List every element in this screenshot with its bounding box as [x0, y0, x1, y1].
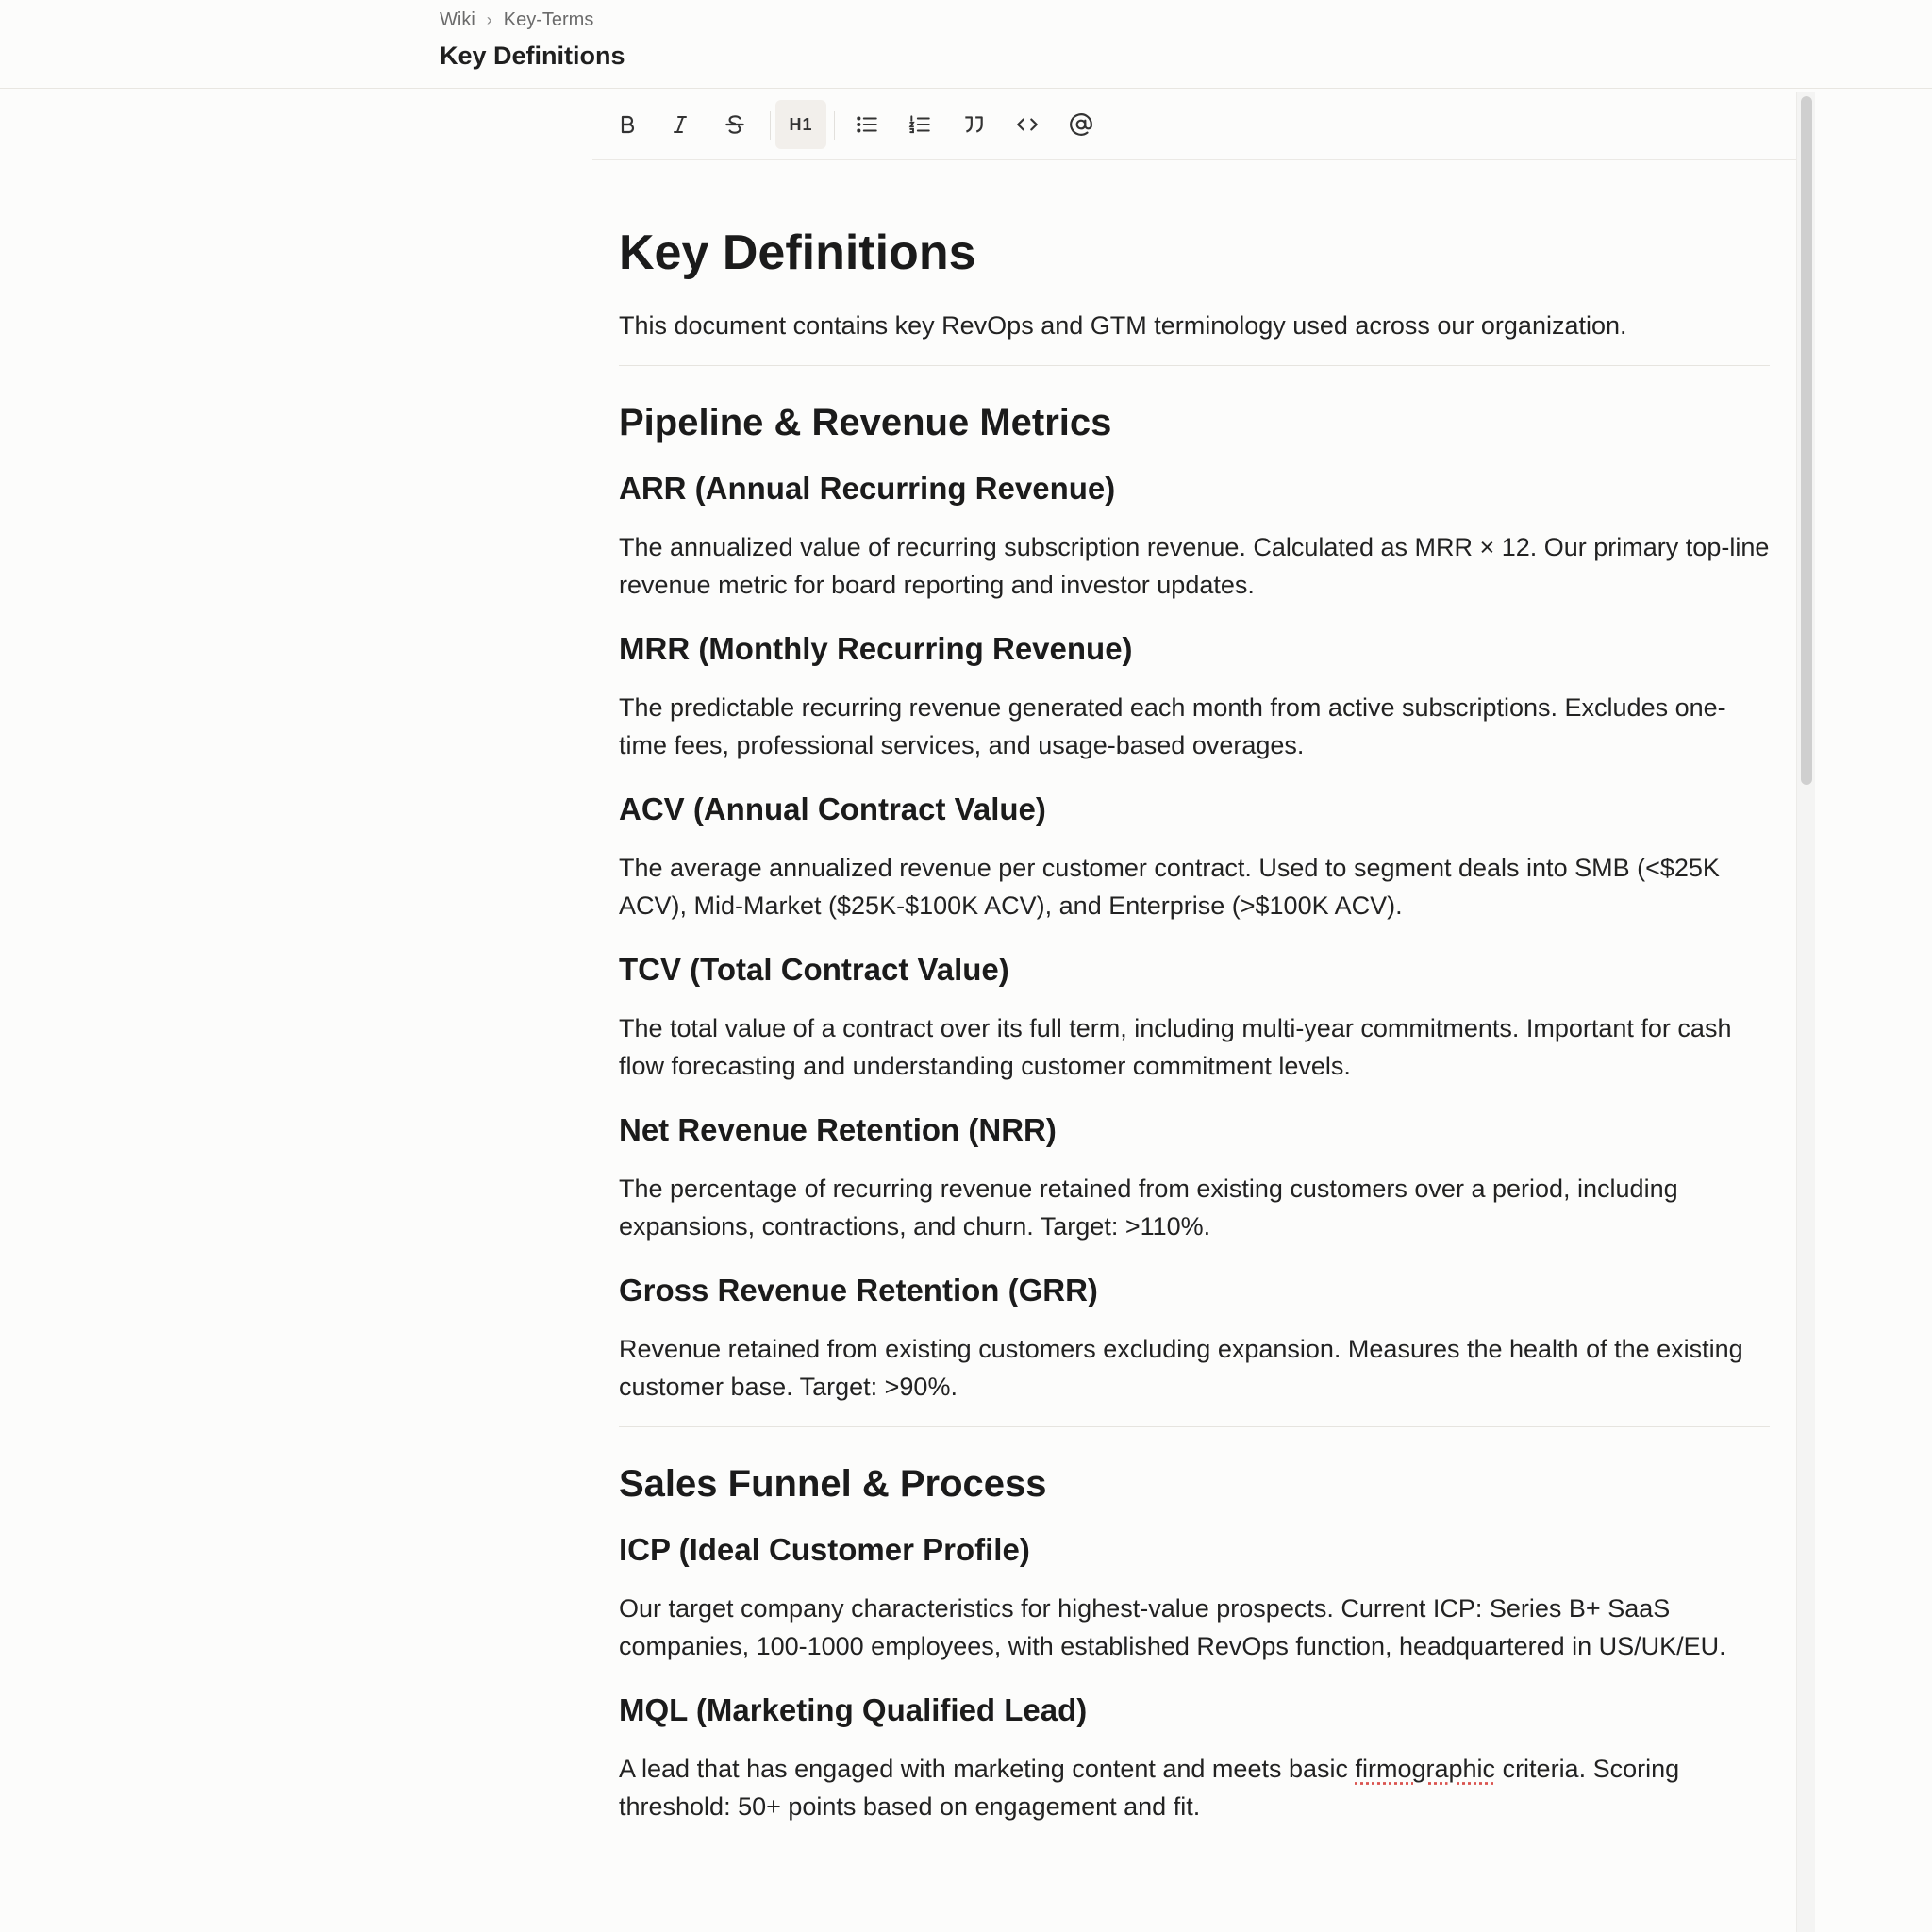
numbered-list-button[interactable]: [894, 100, 945, 149]
bold-icon: [616, 113, 639, 136]
term-heading-tcv[interactable]: TCV (Total Contract Value): [619, 952, 1009, 987]
toolbar-divider: [834, 111, 835, 140]
term-definition-mql[interactable]: [619, 1750, 1770, 1825]
term-heading-icp[interactable]: ICP (Ideal Customer Profile): [619, 1532, 1030, 1567]
document-title[interactable]: Key Definitions: [619, 225, 976, 280]
term-heading-grr[interactable]: Gross Revenue Retention (GRR): [619, 1273, 1098, 1307]
chevron-right-icon: ›: [486, 10, 492, 29]
section-divider: [619, 1426, 1770, 1427]
code-button[interactable]: [1002, 100, 1053, 149]
page-title: Key Definitions: [440, 42, 625, 70]
bullet-list-button[interactable]: [841, 100, 892, 149]
term-definition-icp[interactable]: Our target company characteristics for highest-value prospects. Current ICP: Series B+ SaaS companies, 100-1000 employees, with established RevOps function, headquartered in US/UK/EU.: [619, 1594, 1726, 1660]
term-heading-acv[interactable]: ACV (Annual Contract Value): [619, 791, 1046, 826]
term-heading-arr[interactable]: ARR (Annual Recurring Revenue): [619, 471, 1116, 506]
section-heading-pipeline[interactable]: Pipeline & Revenue Metrics: [619, 402, 1112, 443]
scrollbar-track[interactable]: [1796, 92, 1815, 1932]
document-content[interactable]: [619, 220, 1770, 1825]
italic-icon: [669, 113, 691, 136]
strikethrough-button[interactable]: [709, 100, 760, 149]
quote-icon: [961, 112, 986, 137]
editor: [592, 92, 1796, 1932]
term-heading-mrr[interactable]: MRR (Monthly Recurring Revenue): [619, 631, 1133, 666]
toolbar-divider: [770, 111, 771, 140]
intro-paragraph[interactable]: This document contains key RevOps and GTM terminology used across our organization.: [619, 311, 1627, 340]
mention-icon: [1069, 112, 1093, 137]
strikethrough-icon: [723, 112, 747, 137]
term-definition-grr[interactable]: Revenue retained from existing customers excluding expansion. Measures the health of the existing customer base. Target: >90%.: [619, 1335, 1743, 1401]
numbered-list-icon: [908, 112, 932, 137]
breadcrumb-key-terms[interactable]: Key-Terms: [503, 9, 594, 30]
heading-icon: H1: [789, 114, 813, 134]
formatting-toolbar: [592, 92, 1796, 160]
term-heading-mql[interactable]: MQL (Marketing Qualified Lead): [619, 1692, 1088, 1727]
italic-button[interactable]: [655, 100, 706, 149]
scrollbar-thumb[interactable]: [1801, 96, 1812, 785]
quote-button[interactable]: [948, 100, 999, 149]
term-definition-tcv[interactable]: The total value of a contract over its full term, including multi-year commitments. Important for cash flow forecasting and understanding customer commitment levels.: [619, 1014, 1732, 1080]
bold-button[interactable]: [602, 100, 653, 149]
term-definition-arr[interactable]: The annualized value of recurring subscription revenue. Calculated as MRR × 12. Our primary top-line revenue metric for board reporting and investor updates.: [619, 533, 1770, 599]
definition-text: A lead that has engaged with marketing content and meets basic: [619, 1755, 1356, 1783]
top-bar: [0, 0, 1932, 89]
term-heading-nrr[interactable]: Net Revenue Retention (NRR): [619, 1112, 1057, 1147]
breadcrumb: [440, 9, 593, 31]
section-heading-sales-funnel[interactable]: Sales Funnel & Process: [619, 1463, 1047, 1505]
spellcheck-flagged-word[interactable]: firmographic: [1355, 1755, 1496, 1783]
heading-button[interactable]: [775, 100, 826, 149]
bullet-list-icon: [855, 112, 879, 137]
code-icon: [1015, 112, 1040, 137]
term-definition-mrr[interactable]: The predictable recurring revenue generated each month from active subscriptions. Excludes one-time fees, professional services, and usage-based overages.: [619, 693, 1726, 759]
breadcrumb-wiki[interactable]: Wiki: [440, 9, 475, 30]
term-definition-acv[interactable]: The average annualized revenue per customer contract. Used to segment deals into SMB (<$25K ACV), Mid-Market ($25K-$100K ACV), and Enterprise (>$100K ACV).: [619, 854, 1720, 920]
mention-button[interactable]: [1056, 100, 1107, 149]
definition-text: criteria. Scoring threshold: 50+ points based on engagement and fit.: [619, 1755, 1680, 1821]
section-divider: [619, 365, 1770, 366]
term-definition-nrr[interactable]: The percentage of recurring revenue retained from existing customers over a period, including expansions, contractions, and churn. Target: >110%.: [619, 1174, 1678, 1241]
